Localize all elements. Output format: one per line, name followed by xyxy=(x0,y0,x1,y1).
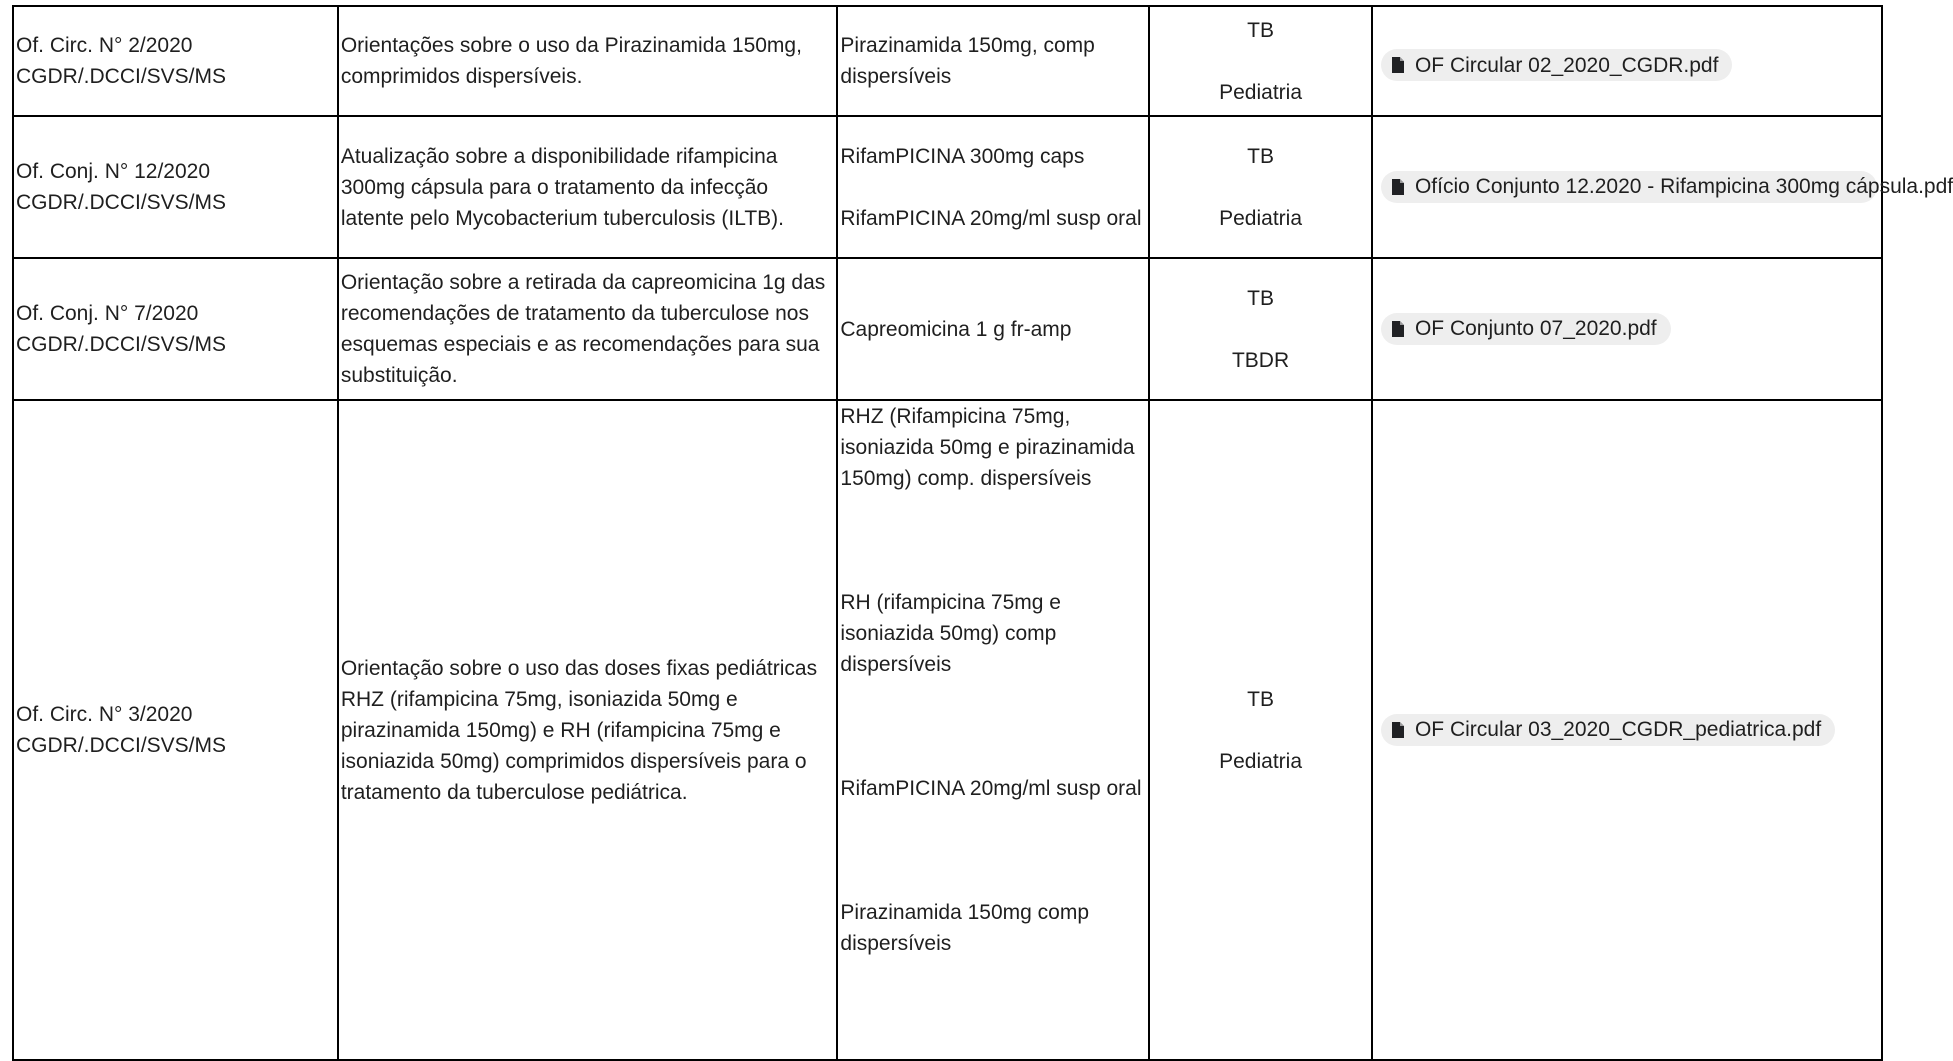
tag-label: TBDR xyxy=(1231,348,1290,372)
medication-cell[interactable] xyxy=(837,258,1149,400)
table-row xyxy=(13,6,1882,116)
reference-department: CGDR/.DCCI/SVS/MS xyxy=(16,333,227,356)
tag-label: TB xyxy=(1247,286,1274,310)
attachment-filename: OF Circular 02_2020_CGDR.pdf xyxy=(1414,53,1719,77)
reference-number: Of. Circ. N° 3/2020 xyxy=(16,703,193,726)
medication-cell[interactable] xyxy=(837,400,1149,1060)
medication-item: Capreomicina 1 g fr-amp xyxy=(840,317,1072,341)
attachment-filename: Ofício Conjunto 12.2020 - Rifampicina 300mg cápsula.pdf xyxy=(1414,175,1953,198)
reference-number: Of. Circ. N° 2/2020 xyxy=(16,34,193,57)
medication-item: RifamPICINA 20mg/ml susp oral xyxy=(840,777,1142,800)
attachment-filename: OF Conjunto 07_2020.pdf xyxy=(1414,317,1657,340)
reference-cell[interactable] xyxy=(13,400,338,1060)
attachment-cell[interactable] xyxy=(1372,400,1882,1060)
attachment-filename: OF Circular 03_2020_CGDR_pediatrica.pdf xyxy=(1414,718,1822,741)
reference-department: CGDR/.DCCI/SVS/MS xyxy=(16,65,227,88)
medication-item: RHZ (Rifampicina 75mg, isoniazida 50mg e pirazinamida 150mg) comp. dispersíveis xyxy=(840,405,1135,490)
attachment-chip[interactable] xyxy=(1381,714,1835,746)
description-cell[interactable] xyxy=(338,400,838,1060)
medication-item: RifamPICINA 20mg/ml susp oral xyxy=(840,206,1142,230)
reference-cell[interactable] xyxy=(13,258,338,400)
reference-department: CGDR/.DCCI/SVS/MS xyxy=(16,734,227,757)
table-row xyxy=(13,116,1882,258)
medication-item: RifamPICINA 300mg caps xyxy=(840,144,1085,168)
tag-label: Pediatria xyxy=(1219,206,1302,230)
description-text: Orientações sobre o uso da Pirazinamida 150mg, comprimidos dispersíveis. xyxy=(340,34,802,88)
attachment-chip[interactable] xyxy=(1381,313,1671,345)
table-row xyxy=(13,400,1882,1060)
file-icon xyxy=(1391,179,1405,195)
attachment-chip[interactable] xyxy=(1381,171,1953,203)
attachment-cell[interactable] xyxy=(1372,258,1882,400)
medication-cell[interactable] xyxy=(837,116,1149,258)
attachment-cell[interactable] xyxy=(1372,6,1882,116)
reference-cell[interactable] xyxy=(13,6,338,116)
description-text: Atualização sobre a disponibilidade rifampicina 300mg cápsula para o tratamento da infecção latente pelo Mycobacterium tuberculosis (ILTB). xyxy=(340,144,784,230)
reference-number: Of. Conj. N° 12/2020 xyxy=(16,160,211,183)
medication-cell[interactable] xyxy=(837,6,1149,116)
reference-cell[interactable] xyxy=(13,116,338,258)
medication-item: RH (rifampicina 75mg e isoniazida 50mg) comp dispersíveis xyxy=(840,591,1061,676)
tags-cell[interactable] xyxy=(1149,258,1372,400)
description-cell[interactable] xyxy=(338,116,838,258)
tag-label: TB xyxy=(1247,18,1274,42)
description-text: Orientação sobre a retirada da capreomicina 1g das recomendações de tratamento da tuberculose nos esquemas especiais e as recomendações para sua substituição. xyxy=(340,271,826,387)
file-icon xyxy=(1391,722,1405,738)
attachment-cell[interactable] xyxy=(1372,116,1953,258)
medication-item: Pirazinamida 150mg comp dispersíveis xyxy=(840,901,1090,955)
file-icon xyxy=(1391,321,1405,337)
table-row xyxy=(13,258,1882,400)
tags-cell[interactable] xyxy=(1149,400,1372,1060)
tags-cell[interactable] xyxy=(1149,6,1372,116)
description-cell[interactable] xyxy=(338,258,838,400)
documents-table xyxy=(12,5,1953,1061)
medication-item: Pirazinamida 150mg, comp dispersíveis xyxy=(840,34,1095,88)
tag-label: TB xyxy=(1247,687,1274,711)
tags-cell[interactable] xyxy=(1149,116,1372,258)
tag-label: Pediatria xyxy=(1219,80,1302,104)
reference-department: CGDR/.DCCI/SVS/MS xyxy=(16,191,227,214)
reference-number: Of. Conj. N° 7/2020 xyxy=(16,302,199,325)
description-cell[interactable] xyxy=(338,6,838,116)
attachment-chip[interactable] xyxy=(1381,49,1732,81)
description-text: Orientação sobre o uso das doses fixas pediátricas RHZ (rifampicina 75mg, isoniazida 50mg e pirazinamida 150mg) e RH (rifampicina 75mg e isoniazida 50mg) comprimidos dispersíveis para o tratamento da tuberculose pediátrica. xyxy=(340,656,818,804)
tag-label: Pediatria xyxy=(1219,749,1302,773)
tag-label: TB xyxy=(1247,144,1274,168)
file-icon xyxy=(1391,57,1405,73)
